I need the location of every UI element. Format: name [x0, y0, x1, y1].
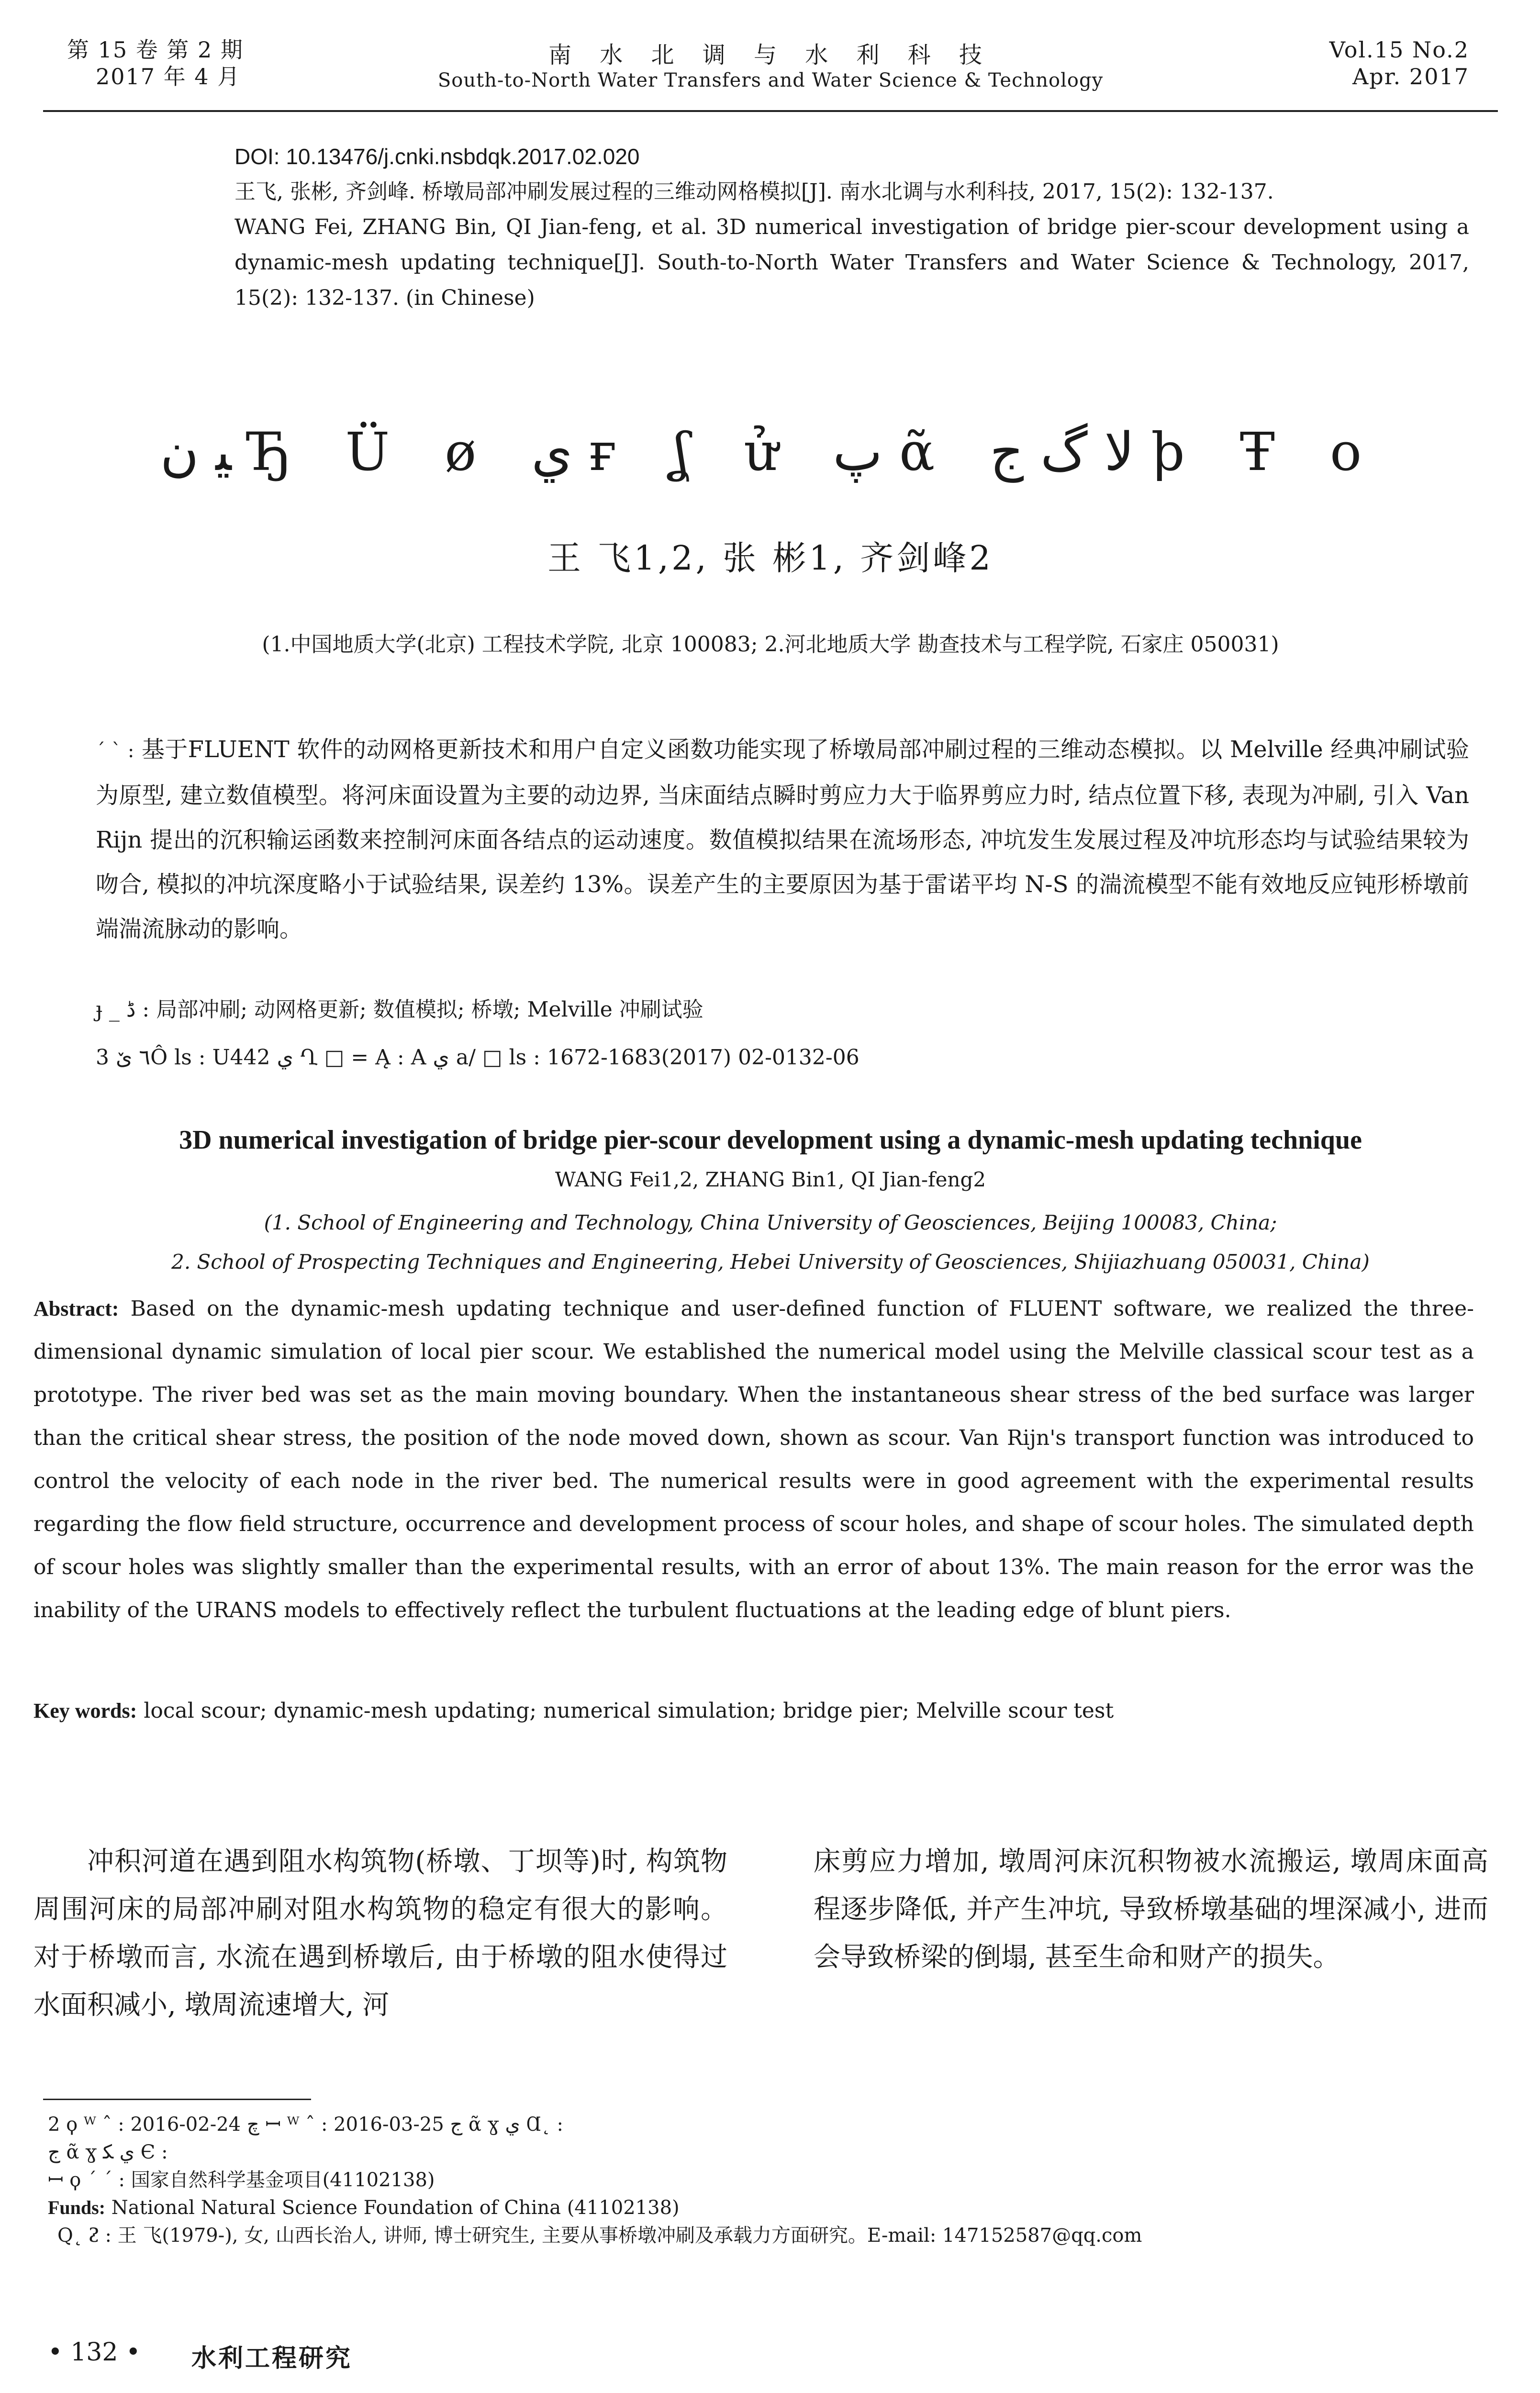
header-rule	[43, 110, 1498, 112]
citation-en: WANG Fei, ZHANG Bin, QI Jian-feng, et al. 3D numerical investigation of bridge pier-scour development using a dynamic-mesh updating technique[J]. South-to-North Water Transfers and Water Science & Technology, 2017, 15(2): 132-137. (in Chinese)	[234, 215, 1469, 310]
header-vol-no: Vol.15 No.2	[1329, 37, 1469, 63]
title-en: 3D numerical investigation of bridge pier-scour development using a dynamic-mesh updating technique	[179, 1125, 1362, 1155]
abstract-en-label: Abstract:	[33, 1297, 119, 1320]
authors-cn: 王 飞1,2, 张 彬1, 齐剑峰2	[547, 538, 993, 578]
abstract-cn	[96, 727, 1469, 951]
body-column-right: 床剪应力增加, 墩周河床沉积物被水流搬运, 墩周床面高程逐步降低, 并产生冲坑, 导致桥墩基础的埋深减小, 进而会导致桥梁的倒塌, 甚至生命和财产的损失。	[814, 1846, 1488, 1973]
affiliation-en-2: 2. School of Prospecting Techniques and Engineering, Hebei University of Geosciences, Shijiazhuang 050031, China)	[171, 1250, 1370, 1274]
journal-name-cn: 南 水 北 调 与 水 利 科 技	[548, 42, 993, 68]
citation-block	[234, 139, 1469, 316]
abstract-cn-text: 基于FLUENT 软件的动网格更新技术和用户自定义函数功能实现了桥墩局部冲刷过程的三维动态模拟。以 Melville 经典冲刷试验为原型, 建立数值模型。将河床面设置为主要的动边界, 当床面结点瞬时剪应力大于临界剪应力时, 结点位置下移, 表现为冲刷, 引入 Van Rijn 提出的沉积输运函数来控制河床面各结点的运动速度。数值模拟结果在流场形态, 冲坑发生发展过程及冲坑形态均与试验结果较为吻合, 模拟的冲坑深度略小于试验结果, 误差约 13%。误差产生的主要原因为基于雷诺平均 N-S 的湍流模型不能有效地反应钝形桥墩前端湍流脉动的影响。	[96, 736, 1470, 942]
journal-name-en: South-to-North Water Transfers and Water Science & Technology	[437, 69, 1104, 91]
header-issue	[67, 36, 244, 90]
footnote-fund-cn: ꟷ ϙ ˊ ˊ : 国家自然科学基金项目(41102138)	[48, 2169, 435, 2191]
doi: DOI: 10.13476/j.cnki.nsbdqk.2017.02.020	[234, 144, 640, 169]
footnote-rule	[43, 2099, 311, 2100]
section-label: 水利工程研究	[191, 2344, 353, 2373]
header-date-cn: 2017 年 4 月	[96, 64, 241, 89]
affiliations-cn: (1.中国地质大学(北京) 工程技术学院, 北京 100083; 2.河北地质大学 勘查技术与工程学院, 石家庄 050031)	[262, 632, 1279, 657]
funds-label: Funds:	[48, 2197, 106, 2218]
keywords-cn	[96, 991, 1469, 1029]
keywords-en	[33, 1689, 1474, 1733]
footnote-author-bio: Q˛ ᴤ : 王 飞(1979-), 女, 山西长治人, 讲师, 博士研究生, 主要从事桥墩冲刷及承载力方面研究。E-mail: 147152587@qq.com	[57, 2225, 1142, 2247]
affiliation-en-1: (1. School of Engineering and Technology, China University of Geosciences, Beijing 100083, China;	[264, 1211, 1277, 1234]
keywords-cn-text: 局部冲刷; 动网格更新; 数值模拟; 桥墩; Melville 冲刷试验	[156, 997, 703, 1022]
citation-cn: 王飞, 张彬, 齐剑峰. 桥墩局部冲刷发展过程的三维动网格模拟[J]. 南水北调与水利科技, 2017, 15(2): 132-137.	[234, 179, 1274, 204]
keywords-cn-label: ɟ _ ڈ :	[96, 997, 150, 1022]
header-date-en: Apr. 2017	[1352, 64, 1469, 89]
keywords-en-label: Key words:	[33, 1699, 137, 1722]
authors-en: WANG Fei1,2, ZHANG Bin1, QI Jian-feng2	[555, 1168, 986, 1191]
header-journal	[392, 36, 1149, 91]
keywords-en-text: local scour; dynamic-mesh updating; numerical simulation; bridge pier; Melville scour test	[144, 1699, 1114, 1723]
abstract-cn-label: ˊ ˋ :	[96, 740, 134, 762]
classification-line: 3 ٦ ێÔ ls : U442 ي Ղ □ = Ą : A ي a/ □ ls : 1672-1683(2017) 02-0132-06	[96, 1045, 859, 1070]
footnote-received: 2 ϙ ᵂ ˆ : 2016-02-24 ﭺ ꟷ ᵂ ˆ : 2016-03-25 ج ᾶ ɣ ي Ɑ˛ :	[48, 2113, 563, 2136]
footnotes	[48, 2111, 1484, 2249]
header-volume: 第 15 卷 第 2 期	[67, 37, 244, 63]
title-cn: ﯿ ﻥ Ђ Ü ø ي ғ ʆ ử پ ᾶ ﻻ گ ج ϸ Ŧ o	[160, 421, 1381, 482]
footnote-online: ج ᾶ ɣ ي ﻜ Є :	[48, 2141, 168, 2163]
footnote-funds-en	[48, 2194, 1484, 2222]
body-column-left: 冲积河道在遇到阻水构筑物(桥墩、丁坝等)时, 构筑物周围河床的局部冲刷对阻水构筑物的稳定有很大的影响。对于桥墩而言, 水流在遇到桥墩后, 由于桥墩的阻水使得过水面积减小, 墩周流速增大, 河	[33, 1846, 727, 2021]
page-number: • 132 •	[48, 2338, 141, 2367]
funds-text: National Natural Science Foundation of China (41102138)	[111, 2197, 680, 2219]
abstract-en	[33, 1287, 1474, 1632]
header-vol-en	[1287, 36, 1469, 90]
abstract-en-text: Based on the dynamic-mesh updating technique and user-defined function of FLUENT software, we realized the three-dimensional dynamic simulation of local pier scour. We established the numerical model using the Melville classical scour test as a prototype. The river bed was set as the main moving boundary. When the instantaneous shear stress of the bed surface was larger than the critical shear stress, the position of the node moved down, shown as scour. Van Rijn's transport function was introduced to control the velocity of each node in the river bed. The numerical results were in good agreement with the experimental results regarding the flow field structure, occurrence and development process of scour holes, and shape of scour holes. The simulated depth of scour holes was slightly smaller than the experimental results, with an error of about 13%. The main reason for the error was the inability of the URANS models to effectively reflect the turbulent fluctuations at the leading edge of blunt piers.	[33, 1297, 1474, 1622]
